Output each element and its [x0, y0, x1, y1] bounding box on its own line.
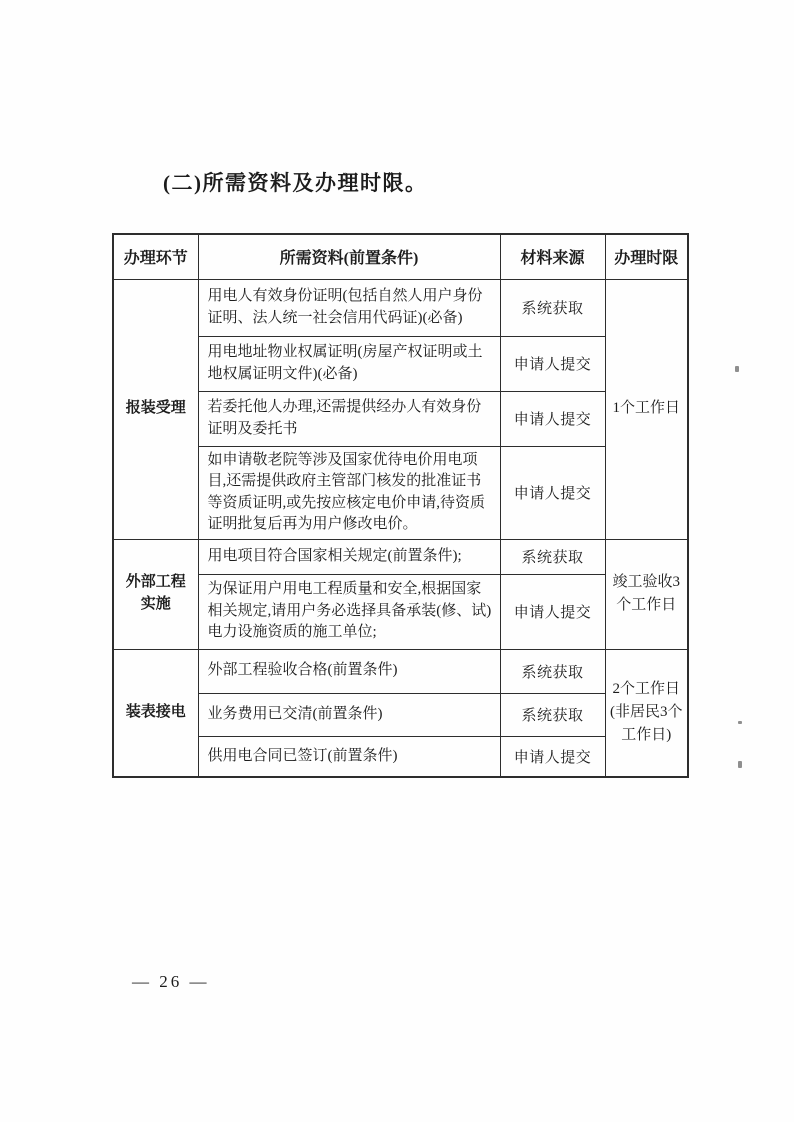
page-number: — 26 — [132, 972, 210, 991]
scan-speck [735, 366, 739, 372]
table-row [113, 336, 688, 391]
column-header-stage: 办理环节 [113, 234, 198, 279]
table-row [113, 279, 688, 336]
material-cell: 业务费用已交清(前置条件) [198, 693, 500, 736]
time-limit-cell: 2个工作日(非居民3个工作日) [605, 649, 688, 777]
material-cell: 若委托他人办理,还需提供经办人有效身份证明及委托书 [198, 391, 500, 446]
material-cell: 供用电合同已签订(前置条件) [198, 736, 500, 777]
table-row [113, 539, 688, 574]
column-header-time-limit: 办理时限 [605, 234, 688, 279]
stage-cell-waibu: 外部工程实施 [113, 539, 198, 649]
table-row [113, 649, 688, 693]
source-cell: 系统获取 [500, 649, 605, 693]
requirements-table [112, 233, 689, 778]
source-cell: 系统获取 [500, 693, 605, 736]
source-cell: 系统获取 [500, 279, 605, 336]
stage-cell-baozhuang: 报装受理 [113, 279, 198, 539]
source-cell: 系统获取 [500, 539, 605, 574]
material-cell: 用电项目符合国家相关规定(前置条件); [198, 539, 500, 574]
table-row [113, 736, 688, 777]
time-limit-cell: 1个工作日 [605, 279, 688, 539]
material-cell: 用电地址物业权属证明(房屋产权证明或土地权属证明文件)(必备) [198, 336, 500, 391]
stage-cell-zhuangbiao: 装表接电 [113, 649, 198, 777]
table-header-row [113, 234, 688, 279]
table-row [113, 446, 688, 539]
source-cell: 申请人提交 [500, 446, 605, 539]
material-cell: 如申请敬老院等涉及国家优待电价用电项目,还需提供政府主管部门核发的批准证书等资质证明,或先按应核定电价申请,待资质证明批复后再为用户修改电价。 [198, 446, 500, 539]
scan-speck [738, 721, 742, 724]
table-row [113, 574, 688, 649]
column-header-source: 材料来源 [500, 234, 605, 279]
material-cell: 为保证用户用电工程质量和安全,根据国家相关规定,请用户务必选择具备承装(修、试)电力设施资质的施工单位; [198, 574, 500, 649]
table-row [113, 391, 688, 446]
scan-speck [738, 761, 742, 768]
time-limit-cell: 竣工验收3个工作日 [605, 539, 688, 649]
source-cell: 申请人提交 [500, 391, 605, 446]
column-header-materials: 所需资料(前置条件) [198, 234, 500, 279]
source-cell: 申请人提交 [500, 736, 605, 777]
source-cell: 申请人提交 [500, 336, 605, 391]
table-row [113, 693, 688, 736]
material-cell: 用电人有效身份证明(包括自然人用户身份证明、法人统一社会信用代码证)(必备) [198, 279, 500, 336]
section-heading: (二)所需资料及办理时限。 [163, 171, 428, 195]
source-cell: 申请人提交 [500, 574, 605, 649]
material-cell: 外部工程验收合格(前置条件) [198, 649, 500, 693]
